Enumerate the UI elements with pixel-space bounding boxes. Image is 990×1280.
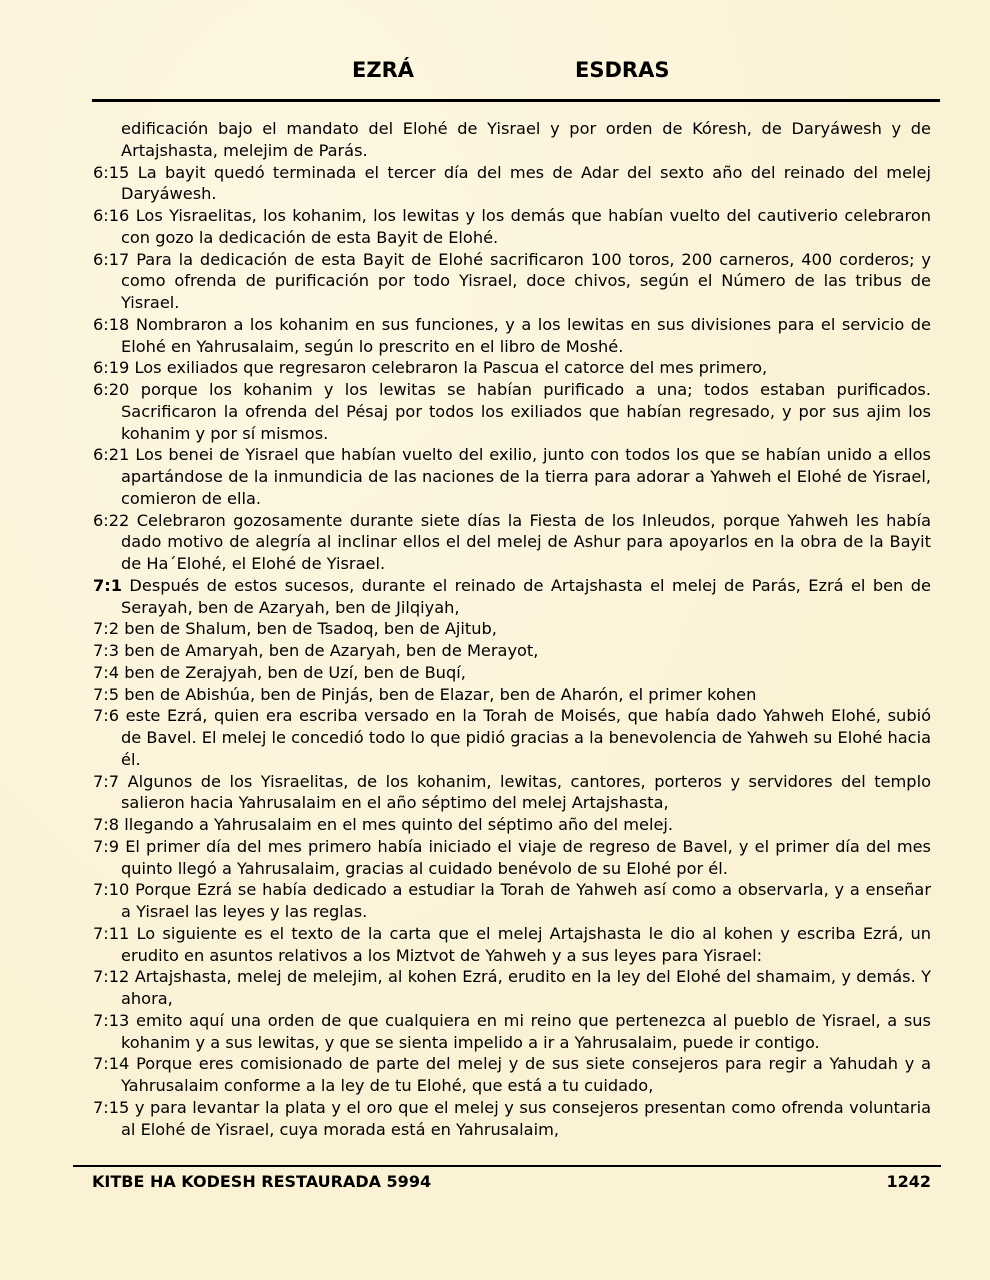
verse-text: ben de Zerajyah, ben de Uzí, ben de Buqí, [124,662,466,682]
running-header [0,58,990,88]
verse [93,684,931,706]
verse [93,836,931,880]
footer-rule [73,1165,941,1167]
verse-reference: 7:3 [93,641,120,660]
verse-reference: 7:14 [93,1054,130,1074]
verse-reference: 7:7 [93,771,120,791]
footer-book-title: KITBE HA KODESH RESTAURADA 5994 [92,1172,432,1191]
verse-text: Para la dedicación de esta Bayit de Elohé sacrificaron 100 toros, 200 carneros, 400 corderos; y como ofrenda de purificación por todo Yisrael, doce chivos, según el Número de las tribus de Yisrael. [121,249,931,312]
verse-text: Algunos de los Yisraelitas, de los kohanim, lewitas, cantores, porteros y servidores del templo salieron hacia Yahrusalaim en el año séptimo del melej Artajshasta, [121,771,931,813]
running-footer [0,1172,990,1196]
verse-text: emito aquí una orden de que cualquiera en mi reino que pertenezca al pueblo de Yisrael, a sus kohanim y a sus lewitas, y que se sienta impelido a ir a Yahrusalaim, puede ir contigo. [121,1010,931,1052]
page-number: 1242 [886,1172,931,1191]
verse [93,1053,931,1097]
verse-reference: 7:9 [93,836,120,856]
verse-text: porque los kohanim y los lewitas se habían purificado a una; todos estaban purificados. Sacrificaron la ofrenda del Pésaj por todos los exiliados que habían regresado, y por sus ajim los kohanim y por sí mismos. [121,380,932,443]
verse-text: Lo siguiente es el texto de la carta que el melej Artajshasta le dio al kohen y escriba Ezrá, un erudito en asuntos relativos a los Miztvot de Yahweh y a sus leyes para Yisrael: [121,923,931,965]
verse-text: Celebraron gozosamente durante siete días la Fiesta de los Inleudos, porque Yahweh les había dado motivo de alegría al inclinar ellos el del melej de Ashur para apoyarlos en la obra de la Bayit de Ha´Elohé, el Elohé de Yisrael. [121,510,931,573]
verse [93,879,931,923]
verse-reference: 7:12 [93,967,130,987]
verse [93,662,931,684]
verse-text: Después de estos sucesos, durante el reinado de Artajshasta el melej de Parás, Ezrá el ben de Serayah, ben de Azaryah, ben de Jilqiyah, [121,575,931,617]
verse [93,771,931,815]
verse [93,814,931,836]
verse [93,966,931,1010]
verse [93,205,931,249]
verse-text: La bayit quedó terminada el tercer día del mes de Adar del sexto año del reinado del melej Daryáwesh. [121,162,931,204]
verse [93,444,931,509]
verse-reference: 6:19 [93,358,130,378]
verse-text: y para levantar la plata y el oro que el melej y sus consejeros presentan como ofrenda voluntaria al Elohé de Yisrael, cuya morada está en Yahrusalaim, [121,1097,931,1139]
verse [93,510,931,575]
verse-reference: 6:22 [93,510,130,530]
verse-reference: 6:15 [93,162,130,182]
verse-reference: 7:13 [93,1010,130,1030]
scripture-text [93,118,931,1140]
verse-text: Los Yisraelitas, los kohanim, los lewitas y los demás que habían vuelto del cautiverio celebraron con gozo la dedicación de esta Bayit de Elohé. [121,206,931,247]
verse-text: llegando a Yahrusalaim en el mes quinto del séptimo año del melej. [124,815,674,834]
verse [93,314,931,358]
verse-text: ben de Amaryah, ben de Azaryah, ben de Merayot, [124,641,539,660]
verse-reference: 7:4 [93,662,120,682]
verse-text: ben de Abishúa, ben de Pinjás, ben de Elazar, ben de Aharón, el primer kohen [124,684,757,704]
verse-reference: 6:18 [93,314,130,334]
verse-reference: 6:16 [93,206,130,225]
verse [93,640,931,662]
verse-reference: 7:15 [93,1097,130,1117]
verse-reference: 7:1 [93,575,122,595]
verse-text: El primer día del mes primero había iniciado el viaje de regreso de Bavel, y el primer día del mes quinto llegó a Yahrusalaim, gracias al cuidado benévolo de su Elohé por él. [121,836,931,878]
verse-reference: 7:2 [93,619,120,639]
verse-text: Los benei de Yisrael que habían vuelto del exilio, junto con todos los que se habían unido a ellos apartándose de la inmundicia de las naciones de la tierra para adorar a Yahweh el Elohé de Yisrael, comieron de ella. [121,445,931,508]
header-rule [92,99,940,102]
verse-reference: 7:8 [93,815,120,834]
verse [93,923,931,967]
header-spanish-title: ESDRAS [575,58,670,82]
verse [93,1097,931,1141]
verse-reference: 6:20 [93,380,130,399]
verse-text: Nombraron a los kohanim en sus funciones, y a los lewitas en sus divisiones para el servicio de Elohé en Yahrusalaim, según lo prescrito en el libro de Moshé. [121,314,931,356]
verse-text: este Ezrá, quien era escriba versado en la Torah de Moisés, que había dado Yahweh Elohé, subió de Bavel. El melej le concedió todo lo que pidió gracias a la benevolencia de Yahweh su Elohé hacia él. [121,706,931,769]
verse-reference: 7:6 [93,706,120,726]
verse [93,705,931,770]
verse-text: Porque Ezrá se había dedicado a estudiar la Torah de Yahweh así como a observarla, y a enseñar a Yisrael las leyes y las reglas. [121,880,931,921]
verse-text: ben de Shalum, ben de Tsadoq, ben de Ajitub, [124,619,497,639]
verse-reference: 6:17 [93,249,130,269]
verse [93,618,931,640]
verse [93,575,931,619]
verse-reference: 6:21 [93,445,130,465]
verse [93,162,931,206]
continuation-paragraph: edificación bajo el mandato del Elohé de Yisrael y por orden de Kóresh, de Daryáwesh y de Artajshasta, melejim de Parás. [121,119,931,160]
verse-reference: 7:10 [93,880,130,900]
header-hebrew-title: EZRÁ [352,58,414,82]
verse-reference: 7:5 [93,684,120,704]
verse-text: Artajshasta, melej de melejim, al kohen Ezrá, erudito en la ley del Elohé del shamaim, y demás. Y ahora, [121,967,931,1008]
verse [93,379,931,444]
verse [93,1010,931,1054]
verse [93,357,931,379]
verse-text: Porque eres comisionado de parte del melej y de sus siete consejeros para regir a Yahudah y a Yahrusalaim conforme a la ley de tu Elohé, que está a tu cuidado, [121,1054,931,1095]
verse-reference: 7:11 [93,923,130,943]
verse-text: Los exiliados que regresaron celebraron la Pascua el catorce del mes primero, [134,358,768,378]
verse [93,249,931,314]
